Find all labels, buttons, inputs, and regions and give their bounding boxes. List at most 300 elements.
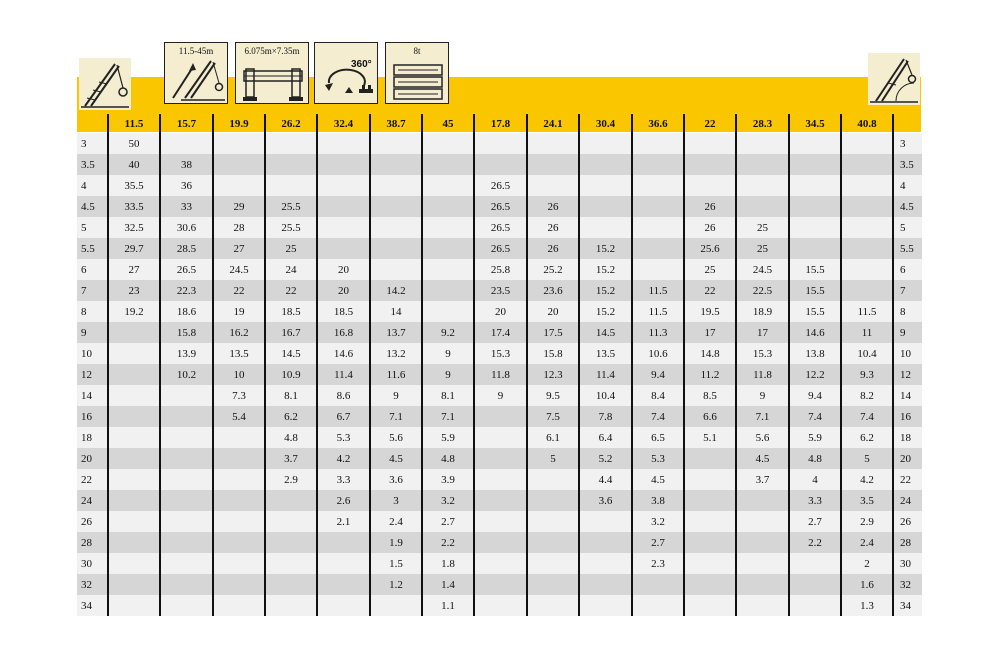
load-capacity-cell: 3.9 xyxy=(422,469,474,490)
load-capacity-cell: 17.5 xyxy=(527,322,579,343)
load-capacity-cell xyxy=(736,532,789,553)
load-capacity-cell: 6.7 xyxy=(317,406,370,427)
load-capacity-cell: 6.1 xyxy=(527,427,579,448)
load-capacity-cell: 4.4 xyxy=(579,469,632,490)
working-radius-label: 12 xyxy=(77,364,108,385)
working-radius-label: 14 xyxy=(77,385,108,406)
outrigger-span-icon xyxy=(235,42,309,104)
load-capacity-cell: 23.5 xyxy=(474,280,527,301)
load-capacity-cell xyxy=(213,553,265,574)
working-radius-label-right: 7 xyxy=(893,280,922,301)
load-capacity-cell xyxy=(474,406,527,427)
load-capacity-cell: 50 xyxy=(108,133,160,154)
load-capacity-cell: 15.5 xyxy=(789,301,841,322)
load-capacity-cell: 19.2 xyxy=(108,301,160,322)
working-radius-label-right: 8 xyxy=(893,301,922,322)
working-radius-label-right: 4.5 xyxy=(893,196,922,217)
load-capacity-cell: 23.6 xyxy=(527,280,579,301)
load-capacity-cell: 26.5 xyxy=(474,175,527,196)
load-capacity-cell: 25 xyxy=(736,238,789,259)
load-capacity-cell xyxy=(108,553,160,574)
working-radius-label-right: 3.5 xyxy=(893,154,922,175)
working-radius-label-right: 26 xyxy=(893,511,922,532)
load-capacity-cell xyxy=(160,385,213,406)
load-capacity-cell xyxy=(108,532,160,553)
load-capacity-cell: 15.2 xyxy=(579,301,632,322)
load-capacity-cell xyxy=(422,280,474,301)
load-capacity-cell: 7.5 xyxy=(527,406,579,427)
load-capacity-cell xyxy=(108,364,160,385)
load-capacity-cell xyxy=(108,469,160,490)
load-capacity-cell xyxy=(317,175,370,196)
load-capacity-cell xyxy=(841,175,893,196)
load-capacity-cell: 11.4 xyxy=(317,364,370,385)
boom-length-header-row xyxy=(77,114,922,133)
working-radius-label: 7 xyxy=(77,280,108,301)
load-capacity-cell xyxy=(213,427,265,448)
load-capacity-cell: 32.5 xyxy=(108,217,160,238)
load-capacity-cell xyxy=(789,217,841,238)
load-capacity-cell xyxy=(160,469,213,490)
load-capacity-cell: 26 xyxy=(527,196,579,217)
load-capacity-cell: 5 xyxy=(841,448,893,469)
table-row xyxy=(77,469,922,490)
load-capacity-cell: 8.5 xyxy=(684,385,736,406)
load-capacity-cell: 2.9 xyxy=(841,511,893,532)
load-capacity-cell xyxy=(370,595,422,616)
working-radius-label-right: 3 xyxy=(893,133,922,154)
table-row xyxy=(77,217,922,238)
load-capacity-cell xyxy=(841,259,893,280)
load-capacity-cell: 25 xyxy=(736,217,789,238)
working-radius-label: 28 xyxy=(77,532,108,553)
table-row xyxy=(77,280,922,301)
load-capacity-cell: 25.5 xyxy=(265,217,317,238)
working-radius-label-right: 6 xyxy=(893,259,922,280)
load-capacity-cell xyxy=(736,595,789,616)
load-capacity-cell: 14.2 xyxy=(370,280,422,301)
load-capacity-cell: 17 xyxy=(736,322,789,343)
load-capacity-cell: 5.1 xyxy=(684,427,736,448)
load-capacity-cell xyxy=(317,133,370,154)
load-capacity-cell xyxy=(789,574,841,595)
load-capacity-cell: 11.6 xyxy=(370,364,422,385)
load-capacity-cell xyxy=(841,280,893,301)
load-capacity-cell: 4 xyxy=(789,469,841,490)
load-capacity-cell xyxy=(632,154,684,175)
load-capacity-cell xyxy=(684,490,736,511)
load-capacity-cell: 7.8 xyxy=(579,406,632,427)
load-capacity-cell xyxy=(160,532,213,553)
load-capacity-cell: 11.5 xyxy=(841,301,893,322)
load-capacity-cell: 4.8 xyxy=(789,448,841,469)
load-capacity-cell xyxy=(736,511,789,532)
load-capacity-cell: 13.5 xyxy=(579,343,632,364)
load-capacity-cell: 2.3 xyxy=(632,553,684,574)
load-capacity-cell xyxy=(422,301,474,322)
load-capacity-cell: 18.9 xyxy=(736,301,789,322)
working-radius-label: 20 xyxy=(77,448,108,469)
working-radius-label: 8 xyxy=(77,301,108,322)
load-capacity-cell xyxy=(736,574,789,595)
load-capacity-cell: 26.5 xyxy=(474,238,527,259)
load-capacity-cell xyxy=(474,553,527,574)
load-capacity-cell xyxy=(317,532,370,553)
load-capacity-cell: 7.1 xyxy=(422,406,474,427)
working-radius-label: 4.5 xyxy=(77,196,108,217)
load-capacity-cell: 28 xyxy=(213,217,265,238)
working-radius-label: 5.5 xyxy=(77,238,108,259)
load-capacity-cell: 4.8 xyxy=(422,448,474,469)
load-capacity-cell xyxy=(265,574,317,595)
load-capacity-cell: 9 xyxy=(474,385,527,406)
load-capacity-cell: 14.6 xyxy=(789,322,841,343)
load-capacity-cell xyxy=(579,511,632,532)
load-capacity-cell xyxy=(474,511,527,532)
load-capacity-cell: 2.2 xyxy=(422,532,474,553)
load-capacity-cell xyxy=(422,238,474,259)
load-capacity-cell xyxy=(632,595,684,616)
boom-length-header: 34.5 xyxy=(789,114,841,133)
load-capacity-cell: 8.2 xyxy=(841,385,893,406)
load-capacity-cell xyxy=(265,175,317,196)
working-radius-label: 18 xyxy=(77,427,108,448)
load-capacity-cell: 2 xyxy=(841,553,893,574)
working-radius-label: 3.5 xyxy=(77,154,108,175)
working-radius-label-right: 20 xyxy=(893,448,922,469)
load-capacity-cell xyxy=(579,133,632,154)
table-row xyxy=(77,406,922,427)
load-capacity-cell: 14.6 xyxy=(317,343,370,364)
load-capacity-cell: 16.7 xyxy=(265,322,317,343)
load-capacity-cell xyxy=(632,175,684,196)
load-capacity-cell xyxy=(789,595,841,616)
load-capacity-cell: 4.8 xyxy=(265,427,317,448)
load-capacity-cell: 29 xyxy=(213,196,265,217)
load-capacity-cell: 22.3 xyxy=(160,280,213,301)
load-capacity-cell xyxy=(370,133,422,154)
load-capacity-cell: 12.2 xyxy=(789,364,841,385)
working-radius-label-right: 18 xyxy=(893,427,922,448)
working-radius-label: 30 xyxy=(77,553,108,574)
table-row xyxy=(77,238,922,259)
load-capacity-cell: 26 xyxy=(684,196,736,217)
load-capacity-cell: 3.6 xyxy=(370,469,422,490)
load-capacity-cell: 4.2 xyxy=(841,469,893,490)
table-row xyxy=(77,322,922,343)
load-capacity-cell xyxy=(265,532,317,553)
load-capacity-cell xyxy=(265,154,317,175)
load-capacity-cell: 5.6 xyxy=(736,427,789,448)
load-capacity-cell xyxy=(736,175,789,196)
table-row xyxy=(77,133,922,154)
load-capacity-cell: 13.5 xyxy=(213,343,265,364)
rotation-label: 360° xyxy=(351,59,372,70)
table-row xyxy=(77,175,922,196)
working-radius-label-right: 5.5 xyxy=(893,238,922,259)
load-capacity-cell xyxy=(108,595,160,616)
load-capacity-cell: 17 xyxy=(684,322,736,343)
table-row xyxy=(77,553,922,574)
load-capacity-cell xyxy=(684,133,736,154)
load-capacity-cell xyxy=(474,532,527,553)
load-capacity-cell xyxy=(317,217,370,238)
load-capacity-cell xyxy=(527,490,579,511)
load-capacity-cell: 26.5 xyxy=(474,196,527,217)
load-chart-table xyxy=(77,114,922,616)
load-capacity-cell: 1.2 xyxy=(370,574,422,595)
load-capacity-cell: 9 xyxy=(422,343,474,364)
load-capacity-cell xyxy=(579,595,632,616)
load-capacity-cell: 7.4 xyxy=(841,406,893,427)
load-capacity-cell xyxy=(527,154,579,175)
load-capacity-cell: 2.1 xyxy=(317,511,370,532)
load-capacity-cell xyxy=(317,595,370,616)
table-row xyxy=(77,154,922,175)
load-capacity-cell: 9.4 xyxy=(632,364,684,385)
load-capacity-cell xyxy=(527,175,579,196)
load-capacity-cell xyxy=(632,196,684,217)
load-capacity-cell: 1.6 xyxy=(841,574,893,595)
header-corner-left xyxy=(77,114,108,133)
load-capacity-cell xyxy=(317,196,370,217)
boom-length-header: 32.4 xyxy=(317,114,370,133)
load-capacity-cell xyxy=(265,133,317,154)
load-capacity-cell xyxy=(684,553,736,574)
load-capacity-cell xyxy=(370,175,422,196)
table-row xyxy=(77,490,922,511)
load-capacity-cell xyxy=(527,511,579,532)
load-capacity-cell xyxy=(108,448,160,469)
load-capacity-cell xyxy=(108,322,160,343)
load-capacity-cell: 7.4 xyxy=(632,406,684,427)
load-capacity-cell xyxy=(108,574,160,595)
load-capacity-cell: 16.8 xyxy=(317,322,370,343)
working-radius-label-right: 28 xyxy=(893,532,922,553)
load-capacity-cell: 18.6 xyxy=(160,301,213,322)
load-capacity-cell: 2.7 xyxy=(422,511,474,532)
load-capacity-cell: 5 xyxy=(527,448,579,469)
working-radius-label-right: 12 xyxy=(893,364,922,385)
load-capacity-cell: 30.6 xyxy=(160,217,213,238)
load-capacity-cell: 3.5 xyxy=(841,490,893,511)
working-radius-label-right: 30 xyxy=(893,553,922,574)
load-capacity-cell xyxy=(736,133,789,154)
load-capacity-cell xyxy=(422,175,474,196)
load-capacity-cell: 10.2 xyxy=(160,364,213,385)
load-capacity-cell xyxy=(841,154,893,175)
table-row xyxy=(77,259,922,280)
load-capacity-cell xyxy=(213,532,265,553)
load-capacity-cell xyxy=(213,175,265,196)
load-capacity-cell: 15.8 xyxy=(527,343,579,364)
load-capacity-cell: 3.7 xyxy=(736,469,789,490)
load-capacity-cell: 10.6 xyxy=(632,343,684,364)
load-capacity-cell: 11.4 xyxy=(579,364,632,385)
load-capacity-cell: 11.2 xyxy=(684,364,736,385)
load-capacity-cell: 24 xyxy=(265,259,317,280)
boom-length-header: 24.1 xyxy=(527,114,579,133)
load-capacity-cell: 11.5 xyxy=(632,301,684,322)
load-capacity-cell xyxy=(317,238,370,259)
load-capacity-cell: 19 xyxy=(213,301,265,322)
load-capacity-cell: 33.5 xyxy=(108,196,160,217)
load-capacity-cell: 11 xyxy=(841,322,893,343)
load-capacity-cell xyxy=(474,490,527,511)
load-capacity-cell xyxy=(213,595,265,616)
load-capacity-cell: 20 xyxy=(527,301,579,322)
load-capacity-cell: 15.2 xyxy=(579,259,632,280)
load-capacity-cell: 8.1 xyxy=(265,385,317,406)
boom-length-icon xyxy=(164,42,228,104)
load-capacity-cell: 5.4 xyxy=(213,406,265,427)
load-capacity-cell xyxy=(160,511,213,532)
load-capacity-cell: 3.3 xyxy=(317,469,370,490)
load-capacity-cell xyxy=(317,154,370,175)
load-capacity-cell: 3 xyxy=(370,490,422,511)
working-radius-label: 3 xyxy=(77,133,108,154)
working-radius-label-right: 22 xyxy=(893,469,922,490)
boom-length-header: 45 xyxy=(422,114,474,133)
counterweight-label: 8t xyxy=(413,46,421,56)
load-capacity-cell xyxy=(474,469,527,490)
load-capacity-cell: 22 xyxy=(213,280,265,301)
load-capacity-cell: 10 xyxy=(213,364,265,385)
load-capacity-cell: 7.3 xyxy=(213,385,265,406)
load-capacity-cell: 27 xyxy=(108,259,160,280)
load-capacity-cell xyxy=(422,217,474,238)
load-capacity-cell xyxy=(317,574,370,595)
table-row xyxy=(77,343,922,364)
load-capacity-cell: 1.8 xyxy=(422,553,474,574)
load-capacity-cell: 28.5 xyxy=(160,238,213,259)
load-capacity-cell: 25.6 xyxy=(684,238,736,259)
load-capacity-cell xyxy=(160,427,213,448)
load-capacity-cell xyxy=(527,532,579,553)
table-row xyxy=(77,574,922,595)
load-capacity-cell: 4.2 xyxy=(317,448,370,469)
load-capacity-cell xyxy=(684,574,736,595)
load-capacity-cell xyxy=(108,490,160,511)
boom-length-header: 19.9 xyxy=(213,114,265,133)
load-capacity-cell xyxy=(317,553,370,574)
table-row xyxy=(77,301,922,322)
load-capacity-cell xyxy=(527,553,579,574)
load-capacity-cell xyxy=(160,574,213,595)
working-radius-label-right: 10 xyxy=(893,343,922,364)
load-capacity-cell: 38 xyxy=(160,154,213,175)
load-capacity-cell: 1.9 xyxy=(370,532,422,553)
load-capacity-cell: 26.5 xyxy=(474,217,527,238)
load-capacity-cell: 29.7 xyxy=(108,238,160,259)
table-row xyxy=(77,364,922,385)
load-capacity-cell: 26 xyxy=(527,238,579,259)
load-capacity-cell: 22 xyxy=(265,280,317,301)
load-capacity-cell xyxy=(684,532,736,553)
working-radius-label-right: 16 xyxy=(893,406,922,427)
working-radius-label: 6 xyxy=(77,259,108,280)
load-capacity-cell: 2.2 xyxy=(789,532,841,553)
working-radius-label: 22 xyxy=(77,469,108,490)
boom-length-header: 26.2 xyxy=(265,114,317,133)
load-capacity-cell: 8.6 xyxy=(317,385,370,406)
load-capacity-cell xyxy=(213,154,265,175)
load-capacity-cell xyxy=(684,595,736,616)
load-capacity-cell xyxy=(370,259,422,280)
load-capacity-cell: 15.5 xyxy=(789,280,841,301)
load-capacity-cell: 13.2 xyxy=(370,343,422,364)
load-capacity-cell: 5.9 xyxy=(422,427,474,448)
load-capacity-cell: 6.6 xyxy=(684,406,736,427)
boom-length-header: 17.8 xyxy=(474,114,527,133)
boom-length-header: 28.3 xyxy=(736,114,789,133)
load-capacity-cell: 3.2 xyxy=(632,511,684,532)
load-capacity-cell: 2.4 xyxy=(841,532,893,553)
load-capacity-cell: 1.3 xyxy=(841,595,893,616)
load-capacity-cell: 24.5 xyxy=(213,259,265,280)
load-capacity-cell: 11.8 xyxy=(736,364,789,385)
load-capacity-cell xyxy=(265,490,317,511)
load-capacity-cell: 3.7 xyxy=(265,448,317,469)
boom-length-label: 11.5-45m xyxy=(178,46,214,56)
load-capacity-cell xyxy=(370,217,422,238)
load-capacity-cell: 2.6 xyxy=(317,490,370,511)
load-capacity-cell: 33 xyxy=(160,196,213,217)
load-capacity-cell: 20 xyxy=(474,301,527,322)
load-capacity-cell xyxy=(579,175,632,196)
load-capacity-cell xyxy=(474,154,527,175)
load-capacity-cell xyxy=(841,133,893,154)
load-capacity-cell xyxy=(422,196,474,217)
load-capacity-cell xyxy=(160,448,213,469)
load-capacity-cell: 10.9 xyxy=(265,364,317,385)
load-capacity-cell: 7.1 xyxy=(736,406,789,427)
working-radius-label-right: 32 xyxy=(893,574,922,595)
load-capacity-cell xyxy=(370,154,422,175)
boom-length-header: 22 xyxy=(684,114,736,133)
load-capacity-cell: 13.9 xyxy=(160,343,213,364)
load-capacity-cell xyxy=(579,154,632,175)
load-capacity-cell xyxy=(422,154,474,175)
load-capacity-cell xyxy=(789,154,841,175)
boom-length-header: 15.7 xyxy=(160,114,213,133)
load-capacity-cell: 15.2 xyxy=(579,238,632,259)
load-capacity-cell xyxy=(789,553,841,574)
load-capacity-cell xyxy=(527,574,579,595)
load-capacity-cell xyxy=(684,154,736,175)
load-capacity-cell: 1.4 xyxy=(422,574,474,595)
load-capacity-cell: 2.9 xyxy=(265,469,317,490)
load-capacity-cell: 17.4 xyxy=(474,322,527,343)
load-capacity-cell: 22 xyxy=(684,280,736,301)
load-capacity-cell: 13.7 xyxy=(370,322,422,343)
load-capacity-cell: 9 xyxy=(422,364,474,385)
load-capacity-cell: 15.5 xyxy=(789,259,841,280)
load-capacity-cell xyxy=(474,427,527,448)
load-capacity-cell xyxy=(370,196,422,217)
load-capacity-cell xyxy=(632,259,684,280)
load-capacity-cell xyxy=(789,133,841,154)
load-capacity-cell: 6.4 xyxy=(579,427,632,448)
load-capacity-cell: 9.3 xyxy=(841,364,893,385)
working-radius-label: 26 xyxy=(77,511,108,532)
load-capacity-cell xyxy=(213,469,265,490)
load-capacity-cell: 3.3 xyxy=(789,490,841,511)
load-capacity-cell xyxy=(213,490,265,511)
load-capacity-cell: 10.4 xyxy=(841,343,893,364)
load-capacity-cell: 16.2 xyxy=(213,322,265,343)
load-capacity-cell: 25.8 xyxy=(474,259,527,280)
